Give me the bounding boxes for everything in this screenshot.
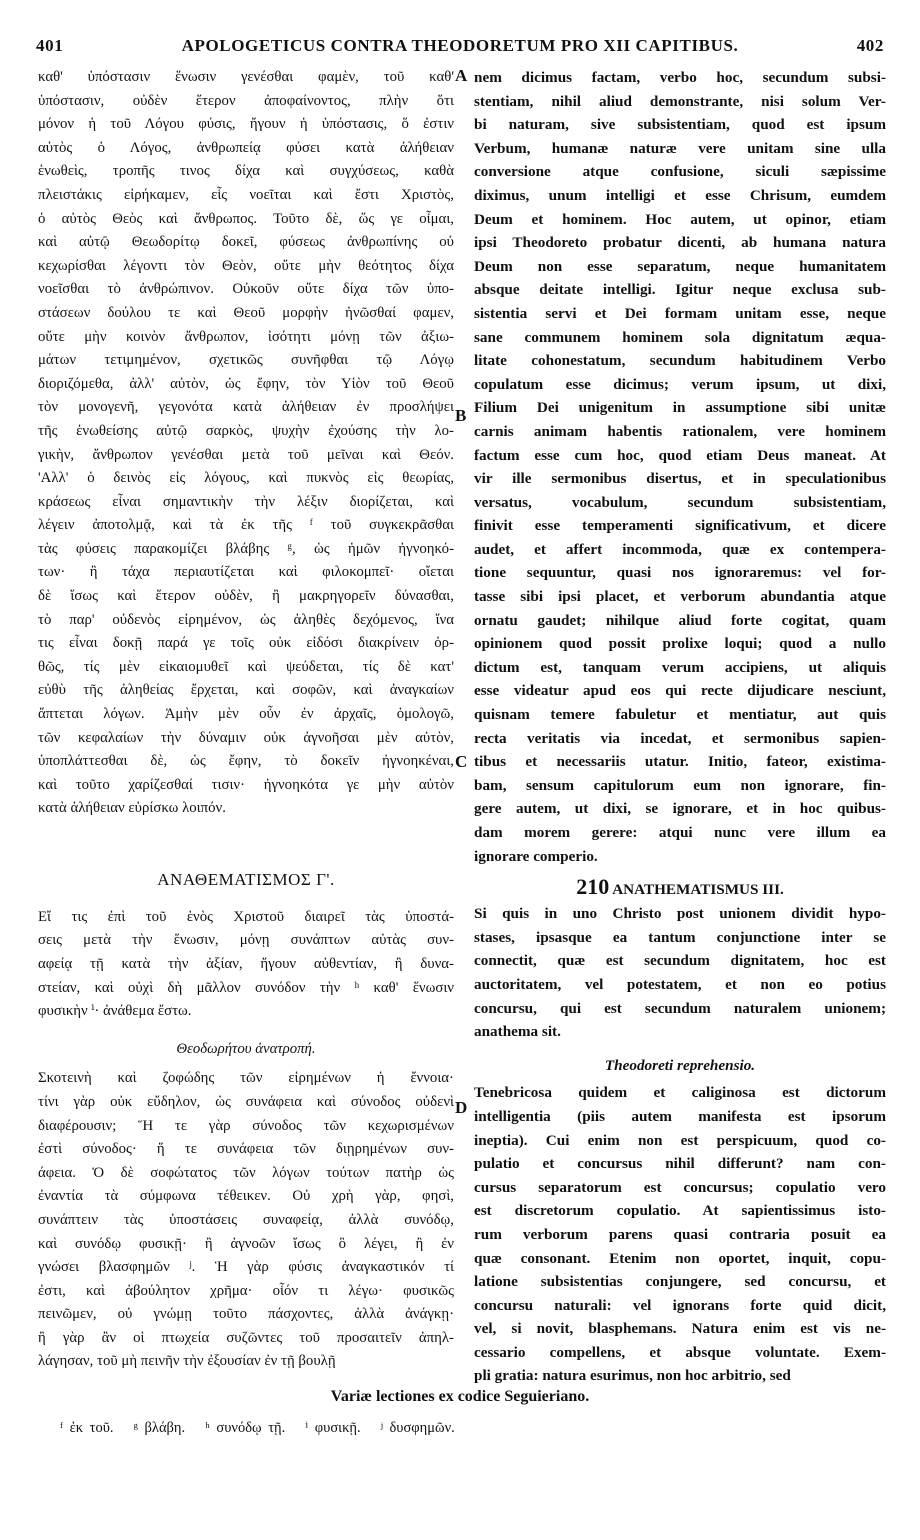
latin-text-line: opinionem quod possit prolixe loqui; quod a nullo <box>474 635 886 653</box>
greek-text-line: τῆς ἑνωθείσης αὐτῷ σαρκὸς, ψυχὴν ἐχούσης τὴν λο- <box>38 422 454 439</box>
greek-text-line: καὶ αὐτῷ Θεωδορίτῳ δοκεῖ, φύσεως ἀνθρωπίνης οὐ <box>38 234 454 251</box>
latin-text-line: tasse sibi ipsi placet, et verborum abundantia atque <box>474 588 886 606</box>
greek-text-line: καθ' ὑπόστασιν ἕνωσιν γενέσθαι φαμὲν, τοῦ καθ' <box>38 69 454 85</box>
greek-text-line: γικὴν, ἄνθρωπον γενέσθαι μετὰ τοῦ μεῖναι καὶ Θεόν. <box>38 446 454 463</box>
latin-refutation-line: Tenebricosa quidem et caliginosa est dictorum <box>474 1084 886 1102</box>
greek-text-line: δὲ ἴσως καὶ ἕτερον οὐδὲν, ἢ μακρηγορεῖν δύνασθαι, <box>38 588 454 605</box>
greek-refutation-text <box>38 1067 454 1374</box>
latin-text-line: dictum est, tanquam verum accipiens, ut aliquis <box>474 658 886 676</box>
greek-text-line: ἅπτεται λόγων. Ἀμὴν μὲν οὖν ἐν ἀρχαῖς, ὁμολογῶ, <box>38 706 454 723</box>
latin-text-line: tibus et necessariis utatur. Initio, fateor, existima- <box>474 753 886 771</box>
latin-text-line: recta veritatis via incedat, et sermonibus sapien- <box>474 729 886 747</box>
latin-anathema-heading: ANATHEMATISMUS III. <box>612 881 784 899</box>
greek-refutation-line: τίνι γὰρ οὐκ εὔδηλον, ὡς συνάφεια καὶ σύνοδος οὐδενὶ <box>38 1093 454 1110</box>
greek-refutation-line: πεινῶμεν, οὐ γνώμῃ τοῦτο πάσχοντες, ἀλλὰ ἀνάγκῃ· <box>38 1306 454 1323</box>
latin-text-line: quisnam temere fabuletur et mentiatur, aut quis <box>474 706 886 724</box>
latin-text-line: versatus, vocabulum, secundum subsistentiam, <box>474 493 886 511</box>
greek-text-line: μόνον ἡ τοῦ Λόγου φύσις, ἤγουν ἡ ὑπόστασις, ὅ ἐστιν <box>38 116 454 133</box>
latin-text-line: finivit esse temperamenti significativum, et dicere <box>474 517 886 535</box>
greek-text-line: ὑποπλάττεσθαι δὲ, ὡς ἔφην, τὸ δοκεῖν ἠγνοηκέναι, <box>38 753 454 770</box>
latin-text-line: conversione atque confusione, siculi sæpissime <box>474 163 886 181</box>
latin-text-line: sistentia servi et Dei formam unitam esse, neque <box>474 304 886 322</box>
greek-refutation-line: ἐστὶ σύνοδος· ἥ τε συνάφεια τῶν διῃρημένων συν- <box>38 1141 454 1158</box>
footnote-item: ʲ δυσφημῶν. <box>380 1420 455 1436</box>
footnotes <box>60 1420 455 1437</box>
latin-anathema-text <box>474 902 886 1044</box>
latin-anathema-line: auctoritatem, vel potestatem, et non eo potius <box>474 975 886 993</box>
section-marker-c: C <box>455 752 468 771</box>
greek-text-line: κατὰ ἀλήθειαν εὑρίσκω λοιπόν. <box>38 800 226 817</box>
greek-text-line: των· ἢ τάχα περιαυτίζεται καὶ φιλοκομπεῖ· οἴεται <box>38 564 454 581</box>
latin-text-line: dam morem gerere: atqui nunc vere illum ea <box>474 824 886 841</box>
latin-text-line: litate cohonestatum, secundum habitudinem Verbo <box>474 352 886 370</box>
greek-anathema-line: Εἴ τις ἐπὶ τοῦ ἑνὸς Χριστοῦ διαιρεῖ τὰς ὑποστά- <box>38 908 454 925</box>
greek-text-line: τὸ παρ' οὐδενὸς εἰρημένον, ὡς ἀληθὲς δεχόμενος, ἵνα <box>38 611 454 628</box>
greek-text-line: ἑνωθεὶς, τροπῆς τινος δίχα καὶ συγχύσεως, καθὰ <box>38 163 454 180</box>
greek-text-line: καὶ τοῦτο χαρίζεσθαί τισιν· ἠγνοηκότα γε μὴν αὐτὸν <box>38 776 454 793</box>
latin-text-line: sane communem hominem sola dignitatum æqua- <box>474 328 886 346</box>
latin-refutation-line: vel, si novit, blasphemans. Natura enim est vis ne- <box>474 1320 886 1338</box>
latin-anathema-line: Si quis in uno Christo post unionem dividit hypo- <box>474 905 886 923</box>
latin-refutation-line: rum verborum parens quasi contraria posuit ea <box>474 1225 886 1243</box>
footnote-item: ᵍ βλάβη. <box>133 1420 186 1436</box>
column-number: 210 <box>576 874 610 900</box>
greek-refutation-line: συνάπτειν τὰς ὑποστάσεις συναφείᾳ, ἀλλὰ συνόδῳ, <box>38 1211 454 1228</box>
greek-text-line: τις εἶναι δοκῇ παρά γε τοῖς οὐκ εἰδόσι διακρίνειν ὀρ- <box>38 635 454 652</box>
latin-text-line: ignorare comperio. <box>474 847 598 865</box>
section-marker-d: D <box>455 1098 468 1117</box>
latin-text-line: diximus, unum intelligi et esse Chrisum, eumdem <box>474 186 886 204</box>
latin-anathema-line: stases, ipsasque ea tantum conjunctione inter se <box>474 928 886 946</box>
section-marker-b: B <box>455 406 467 425</box>
footnote-item: ʰ συνόδῳ τῇ. <box>205 1420 286 1436</box>
latin-text-line: absque deitate intelligi. Igitur neque exclusa sub- <box>474 281 886 299</box>
latin-anathema-line: anathema sit. <box>474 1023 561 1041</box>
greek-text-line: λέγειν ἀποτολμᾷ, καὶ τὰ ἐκ τῆς ᶠ τοῦ συγκεκρᾶσθαι <box>38 517 454 534</box>
latin-refutation-line: ineptia). Cui enim non est perspicuum, quod co- <box>474 1131 886 1149</box>
latin-text-line: bam, sensum capitulorum eum non ignorare, fin- <box>474 776 886 794</box>
latin-text-line: ipsi Theodoreto probatur dicenti, ab humana natura <box>474 234 886 252</box>
latin-refutation-line: quæ consonant. Etenim non oportet, inquit, copu- <box>474 1249 886 1267</box>
greek-text-line: αὐτὸς ὁ Λόγος, ἀνθρωπείᾳ φύσει κατὰ ἀλήθειαν <box>38 139 454 156</box>
latin-refutation-line: pli gratia: natura esurimus, non hoc arbitrio, sed <box>474 1367 791 1385</box>
footnote-item: ⁱ φυσικῇ. <box>305 1420 361 1436</box>
latin-refutation-line: pulatio et concursus nihil differunt? nam con- <box>474 1155 886 1173</box>
latin-text-line: ornatu gaudet; nihilque aliud forte cogitat, quam <box>474 611 886 629</box>
greek-text-line: ὁ αὐτὸς Θεὸς καὶ ἄνθρωπος. Τοῦτο δὲ, ὥς γε οἶμαι, <box>38 210 454 227</box>
latin-column <box>474 66 886 1388</box>
latin-refutation-line: latione subsistentias conjungere, sed concursu, et <box>474 1273 886 1291</box>
latin-text-line: Deum non esse separatum, neque humanitatem <box>474 257 886 275</box>
greek-refutation-line: καὶ συνόδῳ φυσικῇ· ἢ ἀγνοῶν ἴσως ὃ λέγει, ἢ ἐν <box>38 1235 454 1252</box>
greek-refutation-line: ἐναντία τὰ σύμφωνα τέθεικεν. Οὐ χρὴ γὰρ, φησὶ, <box>38 1188 454 1205</box>
greek-anathema-heading: ΑΝΑΘΕΜΑΤΙΣΜΟΣ Γ'. <box>157 870 335 890</box>
latin-text-line: factum esse cum hoc, quod etiam Deus maneat. At <box>474 446 886 464</box>
latin-text-line: esse videatur apud eos qui recte dijudicare nesciunt, <box>474 682 886 700</box>
latin-refutation-line: est discretorum copulatio. At sapientissimus isto- <box>474 1202 886 1220</box>
greek-refutation-line: γνώσει βλασφημῶν ʲ. Ἡ γὰρ φύσις ἀναγκαστικόν τί <box>38 1259 454 1276</box>
greek-text-line: νοεῖσθαι τὸ ἀνθρώπινον. Οὐκοῦν οὔτε δίχα τῶν ὑπο- <box>38 281 454 298</box>
latin-text-line: stentiam, nihil aliud demonstrante, nisi solum Ver- <box>474 92 886 110</box>
greek-anathema-line: σεις μετὰ τὴν ἕνωσιν, μόνῃ συνάπτων αὐτὰς συν- <box>38 932 454 949</box>
greek-anathema-line: στείαν, καὶ οὐχὶ δὴ μᾶλλον συνόδον τὴν ʰ καθ' ἕνωσιν <box>38 979 454 996</box>
latin-refutation-line: intelligentia (piis autem manifesta est ipsorum <box>474 1107 886 1125</box>
latin-text-line: Deum et hominem. Hoc autem, ut opinor, etiam <box>474 210 886 228</box>
greek-text-line: διοριζόμεθα, ἀλλ' αὐτὸν, ὡς ἔφην, τὸν Υἱὸν τοῦ Θεοῦ <box>38 375 454 392</box>
greek-text-line: τῶν κεφαλαίων τὴν δύναμιν οὐκ ἀγνοῆσαι μὲν αὐτὸν, <box>38 729 454 746</box>
latin-main-text <box>474 66 886 868</box>
greek-refutation-line: Σκοτεινὴ καὶ ζοφώδης τῶν εἰρημένων ἡ ἔννοια· <box>38 1070 454 1087</box>
greek-anathema-text <box>38 906 454 1024</box>
latin-refutation-line: concursu naturali: vel ignorans forte quid dicit, <box>474 1296 886 1314</box>
latin-refutation-line: cursus separatorum est concursus; copulatio vero <box>474 1178 886 1196</box>
greek-refutation-line: λάγησαν, τοῦ μὴ πεινῆν τὴν ἐξουσίαν ἐν τῇ βουλῇ <box>38 1353 336 1370</box>
latin-refutation-line: cessario compellens, et absque voluntate. Exem- <box>474 1343 886 1361</box>
greek-text-line: μάτων τετιμημένον, σχετικῶς συνῆφθαι τῷ Λόγῳ <box>38 352 454 369</box>
greek-text-line: θῶς, τίς μὲν εἰκαιομυθεῖ καὶ ψεύδεται, τίς δὲ κατ' <box>38 658 454 675</box>
page-header <box>36 36 884 62</box>
variae-lectiones-heading: Variæ lectiones ex codice Seguieriano. <box>330 1388 590 1405</box>
greek-refutation-line: ἐστι, καὶ ἀβούλητον χρῆμα· οἷόν τι λέγω· φυσικῶς <box>38 1282 454 1299</box>
page-number-left: 401 <box>36 36 64 55</box>
greek-refutation-line: ἢ γὰρ ἂν οἱ πτωχεία συζῶντες τοῦ προσαιτεῖν ἀπηλ- <box>38 1329 454 1346</box>
greek-refutation-line: άφεια. Ὁ δὲ σοφώτατος τῶν λόγων τούτων πατὴρ ὡς <box>38 1164 454 1181</box>
section-marker-a: A <box>455 66 468 85</box>
latin-anathema-heading-line <box>474 872 886 902</box>
latin-text-line: vir ille sermonibus disertus, et in speculationibus <box>474 470 886 488</box>
greek-text-line: ὑπόστασιν, οὐδὲν ἕτερον ἀποφαίνοντος, πλὴν ὅτι <box>38 92 454 109</box>
greek-text-line: κράσεως εἶναι σημαντικὴν τὴν λέξιν διορίζεται, καὶ <box>38 493 454 510</box>
latin-text-line: Filium Dei unigenitum in assumptione sibi unitæ <box>474 399 886 417</box>
greek-main-text <box>38 66 454 821</box>
greek-text-line: 'Αλλ' ὁ δεινὸς εἰς λόγους, καὶ πυκνὸς εἰς θεωρίας, <box>38 470 454 487</box>
latin-anathema-line: concursu, qui est secundum naturalem unionem; <box>474 999 886 1017</box>
greek-refutation-heading: Θεοδωρήτου ἀνατροπή. <box>176 1040 316 1057</box>
page-number-right: 402 <box>856 36 884 55</box>
greek-text-line: στάσεων δούλου τε καὶ Θεοῦ μορφὴν ἡνῶσθαί φαμεν, <box>38 304 454 321</box>
latin-refutation-heading: Theodoreti reprehensio. <box>604 1056 756 1074</box>
greek-text-line: κεχωρίσθαι λέγοντι τὸν Θεὸν, οὔτε μὴν θεότητος δίχα <box>38 257 454 274</box>
latin-text-line: bi naturam, sive subsistentiam, quod est ipsum <box>474 116 886 134</box>
greek-refutation-line: διαφέρουσιν; Ἥ τε γὰρ σύνοδος τῶν κεχωρισμένων <box>38 1117 454 1134</box>
latin-text-line: gere autem, ut dixi, se ignorare, et in hoc quibus- <box>474 800 886 818</box>
greek-anathema-line: αφείᾳ τῇ κατὰ τὴν ἀξίαν, ἤγουν αὐθεντίαν, ἢ δυνα- <box>38 955 454 972</box>
running-title: APOLOGETICUS CONTRA THEODORETUM PRO XII CAPITIBUS. <box>181 36 739 55</box>
greek-column <box>38 66 454 1374</box>
greek-text-line: τὸν μονογενῆ, γεγονότα κατὰ ἀλήθειαν ἐν προσλήψει <box>38 399 454 416</box>
footnote-item: ᶠ ἐκ τοῦ. <box>60 1420 114 1436</box>
latin-anathema-line: connectit, quæ est secundum dignitatem, hoc est <box>474 952 886 970</box>
greek-text-line: πλειστάκις εἰρήκαμεν, εἷς νοεῖται καὶ ἔστι Χριστὸς, <box>38 186 454 203</box>
latin-text-line: audet, et affert incommoda, quæ ex contempera- <box>474 540 886 558</box>
greek-text-line: εὐθὺ τῆς ἀληθείας ἔρχεται, καὶ σοφῶν, καὶ ἀναγκαίων <box>38 682 454 699</box>
latin-text-line: tione sequuntur, quasi nos ignoraremus: vel for- <box>474 564 886 582</box>
latin-text-line: copulatum esse dicimus; verum ipsum, ut dixi, <box>474 375 886 393</box>
latin-text-line: nem dicimus factam, verbo hoc, secundum subsi- <box>474 69 886 86</box>
latin-text-line: carnis animam habentis rationalem, vere hominem <box>474 422 886 440</box>
greek-text-line: οὔτε μὴν κοινὸν ἄνθρωπον, ἰσότητι μόνῃ τῶν ἀξιω- <box>38 328 454 345</box>
greek-anathema-line: φυσικὴν ⁱ· ἀνάθεμα ἔστω. <box>38 1003 192 1020</box>
greek-text-line: τὰς φύσεις παρακομίζει βλάβης ᵍ, ὡς ἡμῶν ἠγνοηκό- <box>38 540 454 557</box>
latin-text-line: Verbum, humanæ naturæ vere unitam sine ulla <box>474 139 886 157</box>
latin-refutation-text <box>474 1081 886 1388</box>
